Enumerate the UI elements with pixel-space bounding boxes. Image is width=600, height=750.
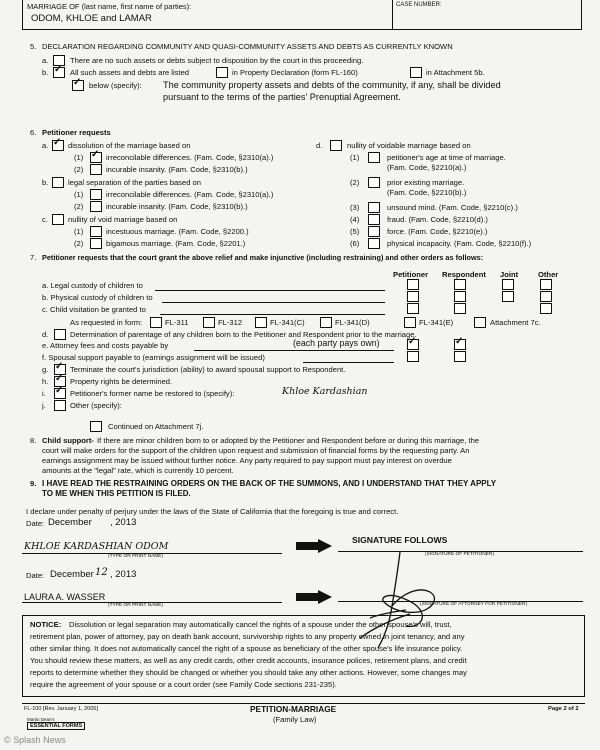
fl312-checkbox[interactable]	[203, 317, 215, 328]
check-icon: ✓	[55, 373, 64, 384]
s7-b-joint[interactable]	[502, 291, 514, 302]
s7-i-text: Petitioner's former name be restored to (specify):	[70, 389, 235, 398]
check-icon: ✓	[408, 336, 417, 347]
s6-c-letter: c.	[42, 215, 48, 224]
s5-b-letter: b.	[42, 68, 49, 77]
s6-b1-text: irreconcilable differences. (Fam. Code, §2310(a).)	[106, 190, 274, 199]
s6-a2-number: (2)	[74, 165, 84, 174]
s7-b-respondent[interactable]	[454, 291, 466, 302]
s9-number: 9.	[30, 479, 37, 488]
s6-d1-number: (1)	[350, 153, 360, 162]
s9-line-1: I HAVE READ THE RESTRAINING ORDERS ON THE BACK OF THE SUMMONS, AND I UNDERSTAND THAT THEY APPLY	[42, 479, 497, 488]
s7-h-letter: h.	[42, 377, 49, 386]
s8-lead: Child support-	[42, 436, 94, 445]
s8-line-4: amounts at the "legal" rate, which is currently 10 percent.	[42, 466, 234, 475]
s7-h-text: Property rights be determined.	[70, 377, 173, 386]
s6-d6-text: physical incapacity. (Fam. Code, §2210(f).)	[387, 239, 532, 248]
s6-b1-checkbox[interactable]	[90, 189, 102, 200]
s6-a-text: dissolution of the marriage based on	[68, 141, 191, 150]
s7-a-petitioner[interactable]	[407, 279, 419, 290]
s7-e-respondent[interactable]	[454, 336, 466, 350]
s6-a1-number: (1)	[74, 153, 84, 162]
s6-b-letter: b.	[42, 178, 49, 187]
s6-d6-checkbox[interactable]	[368, 238, 380, 249]
s7-as-requested: As requested in form:	[70, 318, 143, 327]
s6-c2-text: bigamous marriage. (Fam. Code, §2201.)	[106, 239, 246, 248]
check-icon: ✓	[55, 361, 64, 372]
sig2-date-label: Date:	[26, 571, 45, 580]
footer-page: Page 2 of 2	[548, 706, 579, 712]
check-icon: ✓	[53, 137, 62, 148]
header-divider	[392, 0, 393, 30]
s7-f-respondent[interactable]	[454, 351, 466, 362]
sig2-day: 12	[95, 567, 108, 578]
notice-label: NOTICE:	[30, 620, 62, 629]
marriage-of-label: MARRIAGE OF (last name, first name of parties):	[27, 2, 192, 11]
sig2-sig-caption: (SIGNATURE OF ATTORNEY FOR PETITIONER)	[420, 602, 528, 607]
s7-f-petitioner[interactable]	[407, 351, 419, 362]
s7-a-respondent[interactable]	[454, 279, 466, 290]
s5-below-checkbox[interactable]	[72, 77, 84, 91]
s7-a-text: a. Legal custody of children to	[42, 281, 143, 290]
sig1-name-caption: (TYPE OR PRINT NAME)	[108, 554, 164, 559]
sig1-name: KHLOE KARDASHIAN ODOM	[24, 541, 169, 552]
publisher-logo: ESSENTIAL FORMS	[27, 722, 85, 730]
s6-d1-text: petitioner's age at time of marriage.	[387, 153, 506, 162]
s6-a-checkbox[interactable]	[52, 137, 64, 151]
sign-here-arrow-icon	[296, 590, 332, 604]
s6-d4-text: fraud. (Fam. Code, §2210(d).)	[387, 215, 488, 224]
notice-line-5: reports to determine whether they should be changed or whether you should take any other actions. However, some changes may	[30, 668, 467, 677]
s6-c1-text: incestuous marriage. (Fam. Code, §2200.)	[106, 227, 249, 236]
s6-c2-checkbox[interactable]	[90, 238, 102, 249]
s6-a1-checkbox[interactable]	[90, 149, 102, 163]
s6-d6-number: (6)	[350, 239, 360, 248]
fl341d-label: FL-341(D)	[335, 318, 370, 327]
sign-here-arrow-icon	[296, 539, 332, 553]
s7-e-petitioner[interactable]	[407, 336, 419, 350]
s6-d3-number: (3)	[350, 203, 360, 212]
watermark: © Splash News	[4, 735, 66, 745]
s7-a-other[interactable]	[540, 279, 552, 290]
sig1-signature-follows: SIGNATURE FOLLOWS	[352, 535, 448, 545]
sig2-date-value: December	[50, 569, 94, 580]
continued-7j-checkbox[interactable]	[90, 421, 102, 432]
s7-f-line	[303, 362, 394, 363]
s7-c-other[interactable]	[540, 303, 552, 314]
s6-d-letter: d.	[316, 141, 323, 150]
s6-d3-text: unsound mind. (Fam. Code, §2210(c).)	[387, 203, 518, 212]
s7-c-text: c. Child visitation be granted to	[42, 305, 146, 314]
s6-b-text: legal separation of the parties based on	[68, 178, 201, 187]
fl311-checkbox[interactable]	[150, 317, 162, 328]
fl341e-label: FL-341(E)	[419, 318, 454, 327]
s6-d2-number: (2)	[350, 178, 360, 187]
s7-c-line	[160, 314, 385, 315]
s6-d-checkbox[interactable]	[330, 140, 342, 151]
s6-d4-number: (4)	[350, 215, 360, 224]
s7-d-letter: d.	[42, 330, 49, 339]
col-petitioner: Petitioner	[393, 270, 429, 279]
s7-c-petitioner[interactable]	[407, 303, 419, 314]
s7-b-text: b. Physical custody of children to	[42, 293, 153, 302]
s6-d2-text: prior existing marriage.	[387, 178, 465, 187]
s8-number: 8.	[30, 436, 37, 445]
fl341e-checkbox[interactable]	[404, 317, 416, 328]
s6-d5-checkbox[interactable]	[368, 226, 380, 237]
s7-b-other[interactable]	[540, 291, 552, 302]
s5-b-text: All such assets and debts are listed	[70, 68, 190, 77]
fl341c-label: FL-341(C)	[270, 318, 305, 327]
fl341c-checkbox[interactable]	[255, 317, 267, 328]
notice-line-6: require the agreement of your spouse or a court order (see Family Code sections 231-235).	[30, 680, 337, 689]
footer-form-id: FL-100 [Rev. January 1, 2005]	[24, 706, 98, 712]
declaration-text: I declare under penalty of perjury under the laws of the State of California that the foregoing is true and correct.	[26, 507, 399, 516]
sig1-sig-caption: (SIGNATURE OF PETITIONER)	[425, 552, 494, 557]
s5-below-text-1: The community property assets and debts of the community, if any, shall be divided	[163, 80, 501, 90]
s6-a2-checkbox[interactable]	[90, 164, 102, 175]
s6-b2-text: incurable insanity. (Fam. Code, §2310(b).)	[106, 202, 248, 211]
s7-j-checkbox[interactable]	[54, 400, 66, 411]
s7-b-petitioner[interactable]	[407, 291, 419, 302]
parties-name: ODOM, KHLOE and LAMAR	[31, 13, 152, 24]
sig1-year: , 2013	[110, 517, 137, 528]
fl312-label: FL-312	[218, 318, 243, 327]
s7-c-respondent[interactable]	[454, 303, 466, 314]
s6-a1-text: irreconcilable differences. (Fam. Code, §2310(a).)	[106, 153, 274, 162]
fl341d-checkbox[interactable]	[320, 317, 332, 328]
case-number-label: CASE NUMBER:	[396, 2, 442, 8]
s7-title: Petitioner requests that the court grant the above relief and make injunctive (including restraining) and other orders as follows:	[42, 253, 484, 262]
s5-attachment-5b-text: in Attachment 5b.	[426, 68, 485, 77]
s5-below-text-2: pursuant to the terms of the parties' Prenuptial Agreement.	[163, 92, 401, 102]
check-icon: ✓	[455, 336, 464, 347]
s6-b-checkbox[interactable]	[52, 177, 64, 188]
col-joint: Joint	[500, 270, 519, 279]
s7-e-line	[194, 350, 394, 351]
s7-b-line	[162, 302, 385, 303]
col-other: Other	[538, 270, 559, 279]
sig2-name-caption: (TYPE OR PRINT NAME)	[108, 603, 164, 608]
notice-line-2: retirement plan, power of attorney, pay on death bank account, survivorship rights to any property owned in joint tenancy, and any	[30, 632, 465, 641]
s5-attachment-5b-checkbox[interactable]	[410, 67, 422, 78]
s5-number: 5.	[30, 42, 37, 51]
attachment-7c-label: Attachment 7c.	[490, 318, 541, 327]
check-icon: ✓	[73, 77, 82, 88]
s7-a-line	[155, 290, 385, 291]
s7-j-text: Other (specify):	[70, 401, 122, 410]
check-icon: ✓	[91, 149, 100, 160]
s6-d1-code: (Fam. Code, §2210(a).)	[387, 163, 467, 172]
s7-i-checkbox[interactable]	[54, 385, 66, 399]
s7-number: 7.	[30, 253, 37, 262]
s6-d1-checkbox[interactable]	[368, 152, 380, 163]
sig2-name: LAURA A. WASSER	[24, 592, 106, 602]
sig1-date-label: Date:	[26, 519, 45, 528]
continued-7j-text: Continued on Attachment 7j.	[108, 422, 204, 431]
col-respondent: Respondent	[442, 270, 486, 279]
publisher-line-1: Martin Dean's	[27, 717, 55, 722]
s7-i-letter: i.	[42, 389, 46, 398]
s6-c-text: nullity of void marriage based on	[68, 215, 178, 224]
s6-b2-number: (2)	[74, 202, 84, 211]
s7-d-text: Determination of parentage of any children born to the Petitioner and Respondent prior to the marriage.	[70, 330, 417, 339]
s6-title: Petitioner requests	[42, 128, 111, 137]
s7-e-text: e. Attorney fees and costs payable by	[42, 341, 169, 350]
footer-subtitle: (Family Law)	[273, 715, 317, 724]
s6-b2-checkbox[interactable]	[90, 201, 102, 212]
s5-property-declaration-checkbox[interactable]	[216, 67, 228, 78]
s5-below-label: below (specify):	[89, 81, 142, 90]
check-icon: ✓	[54, 64, 63, 75]
s7-d-checkbox[interactable]	[54, 329, 66, 340]
notice-line-1: Dissolution or legal separation may automatically cancel the rights of a spouse under the other spouse's will, trust,	[69, 620, 452, 629]
s6-d4-checkbox[interactable]	[368, 214, 380, 225]
s6-a-letter: a.	[42, 141, 49, 150]
s9-line-2: TO ME WHEN THIS PETITION IS FILED.	[42, 489, 191, 498]
s8-line-2: court will make orders for the support of the children upon request and submission of financial forms by the requesting party. An	[42, 446, 470, 455]
s6-d5-number: (5)	[350, 227, 360, 236]
s5-a-text: There are no such assets or debts subject to disposition by the court in this proceeding.	[70, 56, 364, 65]
fl311-label: FL-311	[165, 318, 189, 327]
s6-d2-code: (Fam. Code, §2210(b).)	[387, 188, 467, 197]
s5-a-letter: a.	[42, 56, 49, 65]
s7-a-joint[interactable]	[502, 279, 514, 290]
s6-c2-number: (2)	[74, 239, 84, 248]
s7-e-fill: (each party pays own)	[293, 338, 380, 348]
s6-c1-number: (1)	[74, 227, 84, 236]
s6-c-checkbox[interactable]	[52, 214, 64, 225]
notice-line-4: You should review these matters, as well as any credit cards, other credit accounts, insurance polices, retirement plans, and credit	[30, 656, 467, 665]
check-icon: ✓	[55, 385, 64, 396]
sig2-year: , 2013	[110, 569, 137, 580]
s6-d3-checkbox[interactable]	[368, 202, 380, 213]
s6-d-text: nullity of voidable marriage based on	[347, 141, 471, 150]
s7-g-text: Terminate the court's jurisdiction (ability) to award spousal support to Respondent.	[70, 365, 346, 374]
s5-title: DECLARATION REGARDING COMMUNITY AND QUASI-COMMUNITY ASSETS AND DEBTS AS CURRENTLY KNOWN	[42, 42, 453, 51]
s6-c1-checkbox[interactable]	[90, 226, 102, 237]
s6-d2-checkbox[interactable]	[368, 177, 380, 188]
notice-line-3: other similar thing. It does not automatically cancel the right of a spouse as beneficiary of the other spouse's life insurance policy.	[30, 644, 463, 653]
s7-j-letter: j.	[42, 401, 46, 410]
attachment-7c-checkbox[interactable]	[474, 317, 486, 328]
footer-title: PETITION-MARRIAGE	[250, 704, 337, 714]
s6-a2-text: incurable insanity. (Fam. Code, §2310(b).)	[106, 165, 248, 174]
s8-line-1: If there are minor children born to or adopted by the Petitioner and Respondent before or during this marriage, the	[97, 436, 480, 445]
s7-g-letter: g.	[42, 365, 49, 374]
s6-b1-number: (1)	[74, 190, 84, 199]
sig1-date-value: December	[48, 517, 92, 528]
s8-line-3: earnings assignment may be issued without further notice. Any party required to pay support must pay interest on overdue	[42, 456, 452, 465]
s5-property-declaration-text: in Property Declaration (form FL-160)	[232, 68, 358, 77]
s6-number: 6.	[30, 128, 37, 137]
s5-b-checkbox[interactable]	[53, 64, 65, 78]
s7-f-text: f. Spousal support payable to (earnings assignment will be issued)	[42, 353, 265, 362]
s7-i-fill: Khloe Kardashian	[282, 386, 368, 397]
s6-d5-text: force. (Fam. Code, §2210(e).)	[387, 227, 488, 236]
